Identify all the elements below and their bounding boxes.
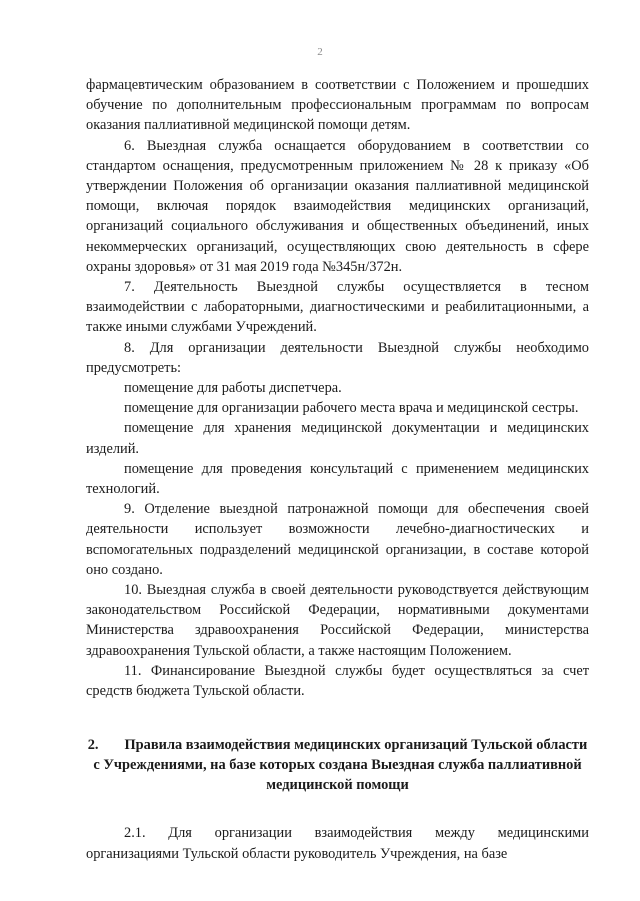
document-body bbox=[86, 75, 589, 864]
list-item-consultation-room: помещение для проведения консультаций с применением медицинских технологий. bbox=[86, 460, 589, 498]
list-item-dispatcher-room: помещение для работы диспетчера. bbox=[124, 380, 342, 397]
section-title: Правила взаимодействия медицинских организаций Тульской области с Учреждениями, на базе которых создана Выездная служба паллиативной медицинской помощи bbox=[93, 737, 588, 794]
paragraph-item-8: 8. Для организации деятельности Выездной службы необходимо предусмотреть: bbox=[86, 339, 589, 376]
section-number: 2. bbox=[87, 737, 99, 754]
page-number: 2 bbox=[317, 46, 323, 58]
list-item-documentation-storage: помещение для хранения медицинской документации и медицинских изделий. bbox=[86, 420, 589, 457]
list-item-doctor-workplace: помещение для организации рабочего места врача и медицинской сестры. bbox=[124, 400, 579, 417]
paragraph-item-6: 6. Выездная служба оснащается оборудованием в соответствии со стандартом оснащения, предусмотренным приложением № 28 к приказу «Об утверждении Положения об организации оказания паллиативной медицинской помощи, включая порядок взаимодействия медицинских организаций, организаций социального обслуживания и общественных объединений, иных некоммерческих организаций, осуществляющих свою деятельность в сфере охраны здоровья» от 31 мая 2019 года №345н/372н. bbox=[86, 137, 589, 275]
paragraph-item-10: 10. Выездная служба в своей деятельности руководствуется действующим законодательством Российской Федерации, нормативными документами Министерства здравоохранения Российской Федерации, министерства здравоохранения Тульской области, а также настоящим Положением. bbox=[86, 582, 589, 659]
paragraph-item-7: 7. Деятельность Выездной службы осуществляется в тесном взаимодействии с лабораторными, диагностическими и реабилитационными, а также иными службами Учреждений. bbox=[86, 279, 589, 336]
paragraph-item-11: 11. Финансирование Выездной службы будет осуществляться за счет средств бюджета Тульской области. bbox=[86, 662, 589, 700]
paragraph-continuation: фармацевтическим образованием в соответствии с Положением и прошедших обучение по дополнительным профессиональным программам по вопросам оказания паллиативной медицинской помощи детям. bbox=[86, 77, 589, 134]
paragraph-item-2-1: 2.1. Для организации взаимодействия между медицинскими организациями Тульской области руководитель Учреждения, на базе bbox=[86, 825, 589, 862]
section-heading bbox=[86, 735, 589, 795]
paragraph-item-9: 9. Отделение выездной патронажной помощи для обеспечения своей деятельности использует возможности лечебно-диагностических и вспомогательных подразделений медицинской организации, в составе которой оно создано. bbox=[86, 501, 589, 578]
